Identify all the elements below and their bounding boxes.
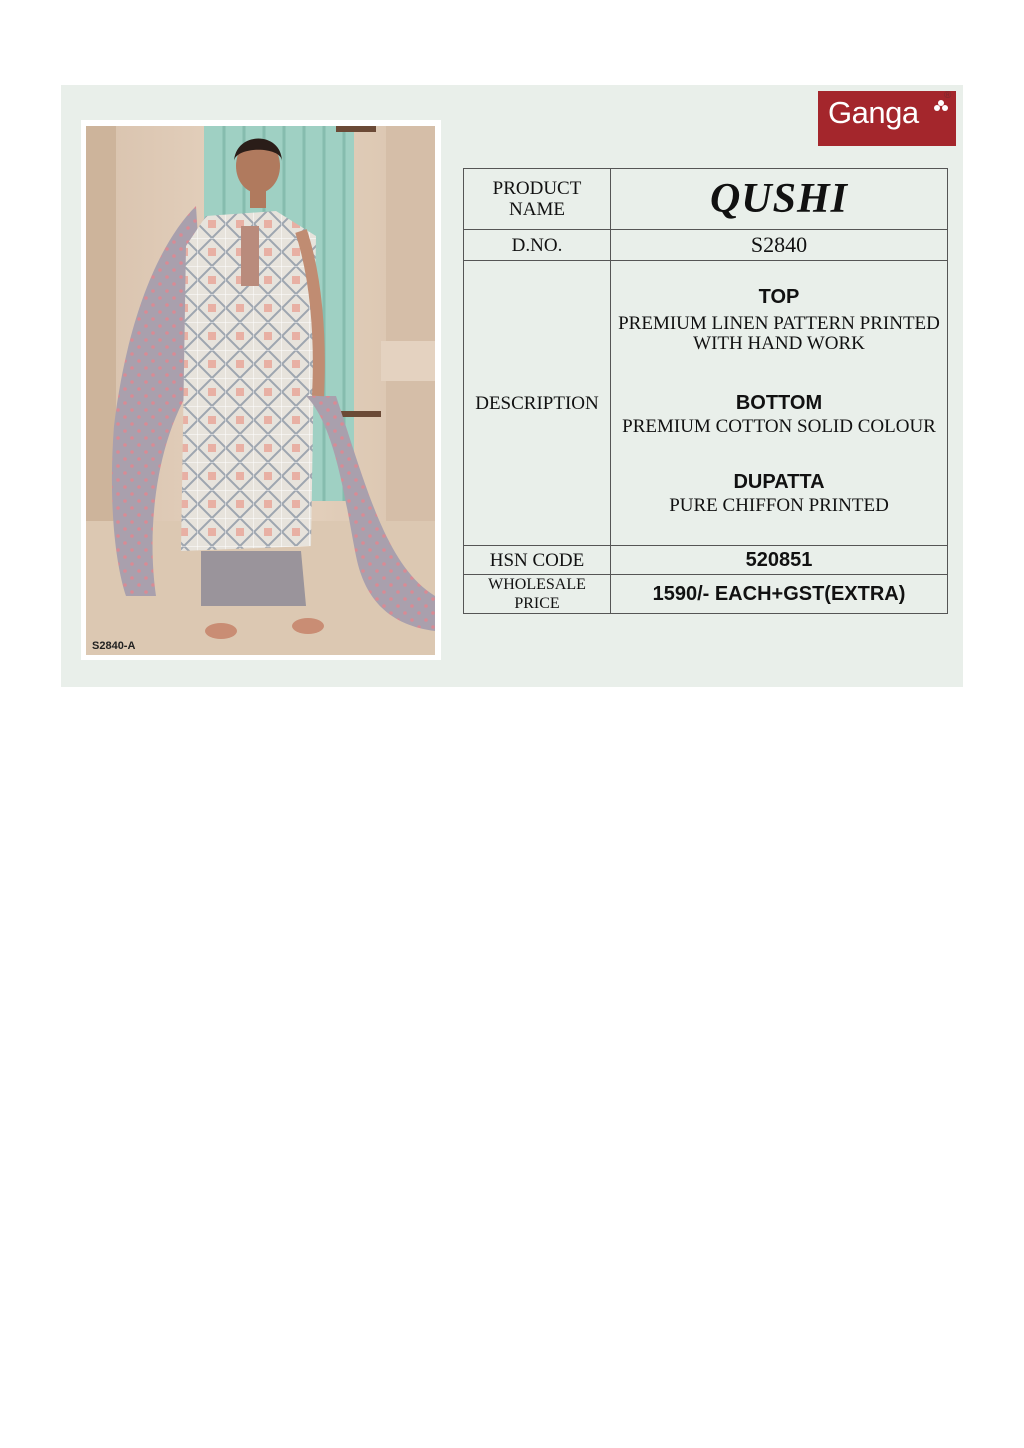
dupatta-text: PURE CHIFFON PRINTED (669, 495, 889, 516)
model-illustration (86, 126, 435, 655)
hsn-value: 520851 (611, 546, 948, 575)
product-spec-table (463, 168, 948, 614)
table-row (464, 261, 948, 546)
dupatta-heading: DUPATTA (733, 471, 825, 493)
product-photo (86, 126, 435, 655)
top-line-1: PREMIUM LINEN PATTERN PRINTED (618, 313, 940, 334)
table-row (464, 169, 948, 230)
photo-caption: S2840-A (92, 640, 136, 652)
product-name-label: PRODUCT NAME (464, 169, 611, 230)
table-row (464, 575, 948, 614)
product-name: QUSHI (611, 169, 948, 230)
price-label: WHOLESALE PRICE (464, 575, 611, 614)
dno-value: S2840 (611, 230, 948, 261)
brand-logo-text: Ganga (828, 95, 919, 130)
description-cell (611, 261, 948, 546)
price-value: 1590/- EACH+GST(EXTRA) (611, 575, 948, 614)
description-label: DESCRIPTION (464, 261, 611, 546)
registered-mark: ® (944, 90, 952, 101)
bottom-heading: BOTTOM (735, 392, 823, 414)
top-heading: TOP (758, 286, 800, 308)
flower-icon (933, 99, 949, 115)
bottom-text: PREMIUM COTTON SOLID COLOUR (622, 416, 936, 437)
table-row (464, 230, 948, 261)
dno-label: D.NO. (464, 230, 611, 261)
top-line-2: WITH HAND WORK (693, 333, 865, 354)
table-row (464, 546, 948, 575)
brand-logo (818, 91, 956, 146)
hsn-label: HSN CODE (464, 546, 611, 575)
